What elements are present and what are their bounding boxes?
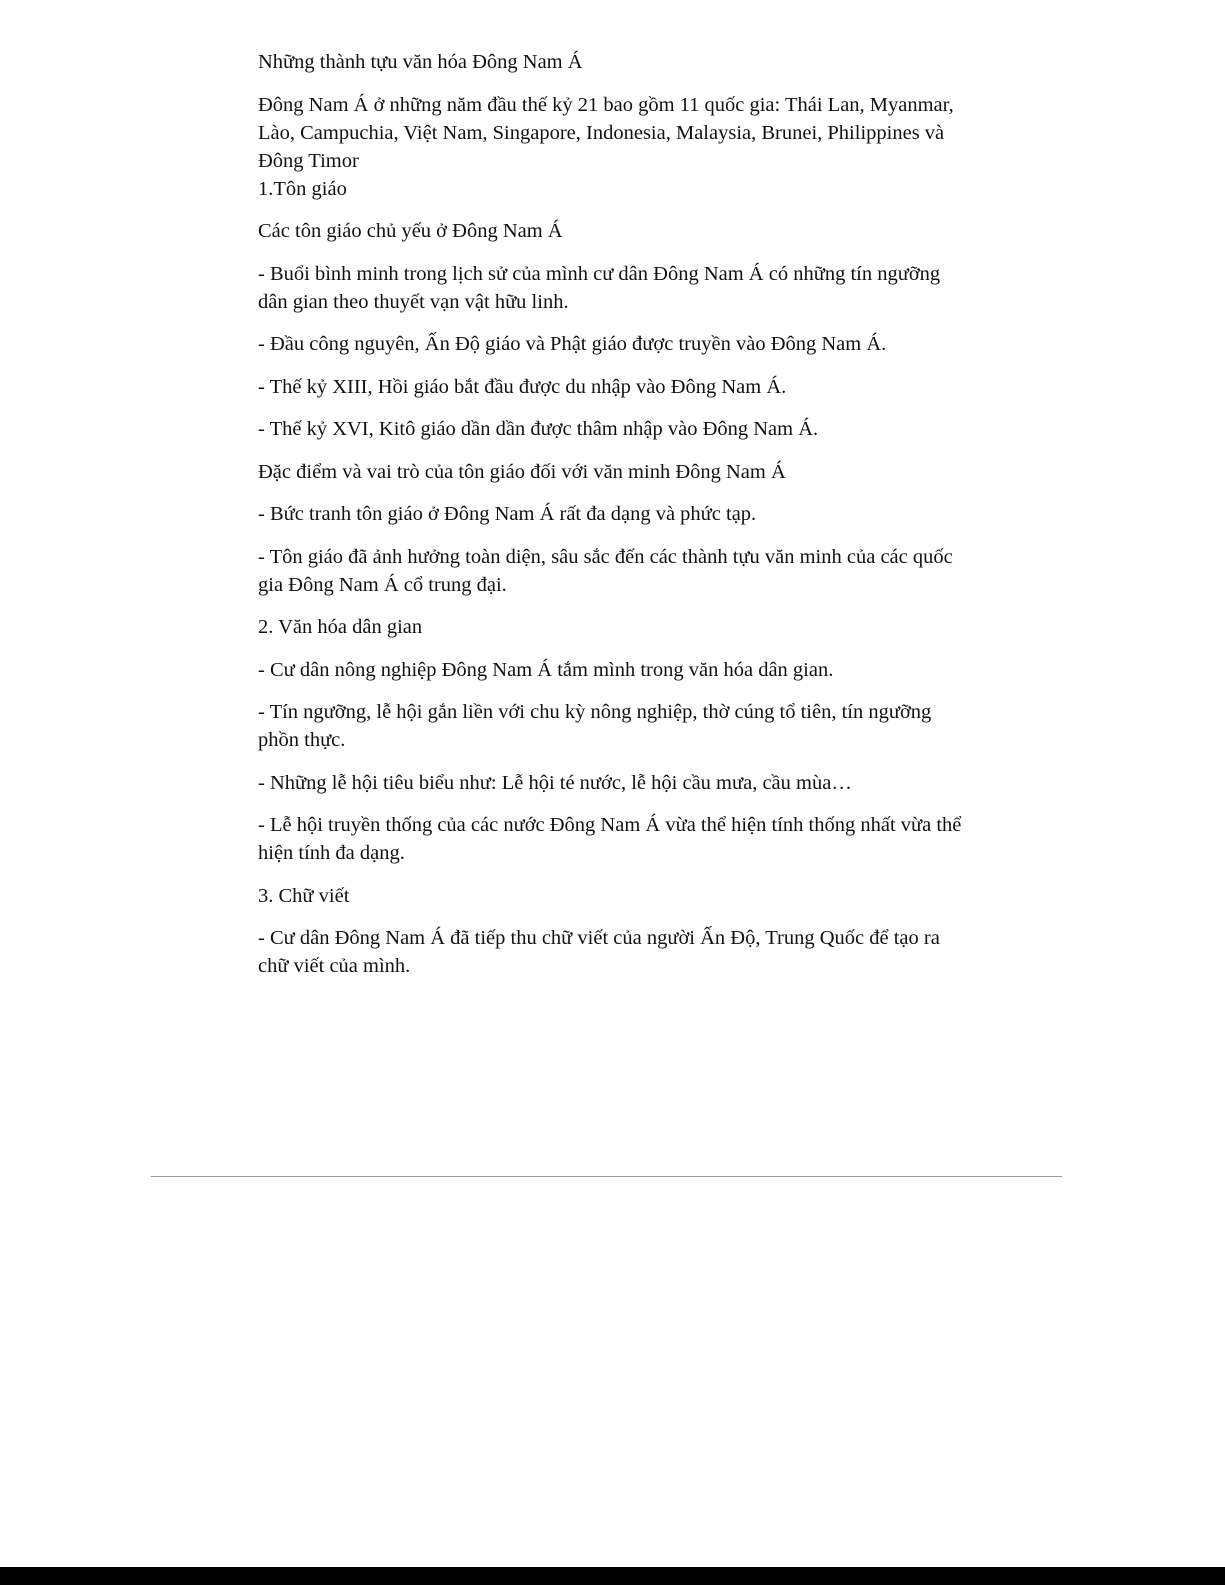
list-item: - Lễ hội truyền thống của các nước Đông Nam Á vừa thể hiện tính thống nhất vừa thể hiện tính đa dạng. — [258, 814, 962, 864]
list-item: - Thế kỷ XVI, Kitô giáo dần dần được thâm nhập vào Đông Nam Á. — [258, 418, 819, 440]
list-item: - Cư dân Đông Nam Á đã tiếp thu chữ viết của người Ấn Độ, Trung Quốc để tạo ra chữ viết của mình. — [258, 927, 940, 977]
list-item: - Buổi bình minh trong lịch sử của mình cư dân Đông Nam Á có những tín ngưỡng dân gian theo thuyết vạn vật hữu linh. — [258, 262, 941, 313]
subheading-religion-role: Đặc điểm và vai trò của tôn giáo đối với văn minh Đông Nam Á — [258, 460, 786, 483]
bottom-edge-bar — [0, 1567, 1225, 1585]
list-item: - Bức tranh tôn giáo ở Đông Nam Á rất đa dạng và phức tạp. — [258, 503, 757, 525]
list-item: - Những lễ hội tiêu biểu như: Lễ hội té nước, lễ hội cầu mưa, cầu mùa… — [258, 771, 852, 794]
list-item: - Tôn giáo đã ảnh hưởng toàn diện, sâu sắc đến các thành tựu văn minh của các quốc gia Đông Nam Á cổ trung đại. — [258, 545, 953, 596]
section-heading-writing: 3. Chữ viết — [258, 884, 350, 907]
list-item: - Đầu công nguyên, Ấn Độ giáo và Phật giáo được truyền vào Đông Nam Á. — [258, 333, 887, 355]
subheading-main-religions: Các tôn giáo chủ yếu ở Đông Nam Á — [258, 220, 563, 242]
page-divider — [151, 1176, 1062, 1177]
list-item: - Cư dân nông nghiệp Đông Nam Á tắm mình trong văn hóa dân gian. — [258, 658, 834, 681]
intro-paragraph: Đông Nam Á ở những năm đầu thế kỷ 21 bao gồm 11 quốc gia: Thái Lan, Myanmar, Lào, Campuchia, Việt Nam, Singapore, Indonesia, Malaysia, Brunei, Philippines và Đông Timor — [258, 93, 954, 172]
document-title: Những thành tựu văn hóa Đông Nam Á — [258, 51, 583, 73]
list-item: - Thế kỷ XIII, Hồi giáo bắt đầu được du nhập vào Đông Nam Á. — [258, 375, 787, 398]
section-heading-folk-culture: 2. Văn hóa dân gian — [258, 616, 423, 638]
document-body — [258, 48, 968, 995]
list-item: - Tín ngưỡng, lễ hội gắn liền với chu kỳ nông nghiệp, thờ cúng tổ tiên, tín ngưỡng phồn thực. — [258, 701, 932, 751]
section-heading-religion: 1.Tôn giáo — [258, 177, 347, 200]
